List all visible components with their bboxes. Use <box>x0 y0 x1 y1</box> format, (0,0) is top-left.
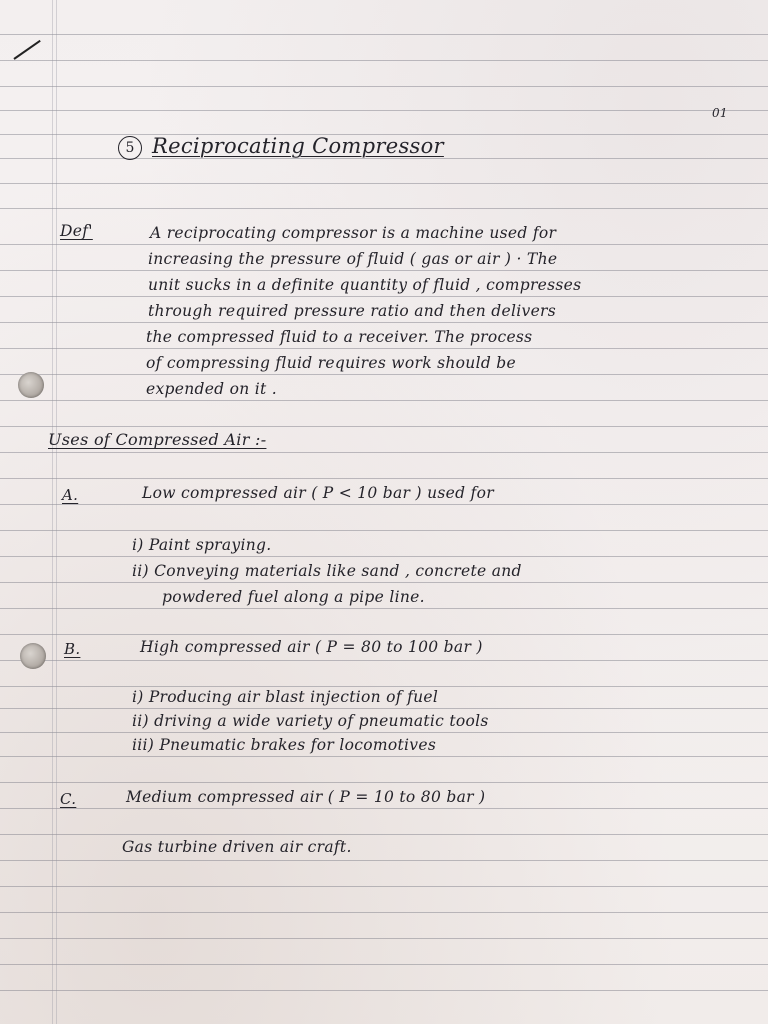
section-c-label: C. <box>60 790 77 808</box>
section-b-item: i) Producing air blast injection of fuel <box>132 688 439 706</box>
definition-line: expended on it . <box>146 380 278 398</box>
ruled-line <box>0 860 768 861</box>
section-c-heading: Medium compressed air ( P = 10 to 80 bar ) <box>126 788 486 806</box>
ruled-line <box>0 808 768 809</box>
section-a-heading: Low compressed air ( P < 10 bar ) used for <box>142 484 494 502</box>
ruled-line <box>0 374 768 375</box>
definition-line: of compressing fluid requires work should be <box>146 354 516 372</box>
ruled-line <box>0 964 768 965</box>
ruled-line <box>0 582 768 583</box>
ruled-line <box>0 110 768 111</box>
ruled-line <box>0 86 768 87</box>
uses-heading: Uses of Compressed Air :- <box>48 430 267 449</box>
ruled-line <box>0 244 768 245</box>
ruled-line <box>0 426 768 427</box>
margin-line <box>56 0 57 1024</box>
ruled-line <box>0 478 768 479</box>
section-b-item: iii) Pneumatic brakes for locomotives <box>132 736 437 754</box>
section-a-label: A. <box>62 486 79 504</box>
section-number-badge: 5 <box>118 136 142 160</box>
ruled-line <box>0 782 768 783</box>
ruled-line <box>0 938 768 939</box>
ruled-line <box>0 686 768 687</box>
ruled-line <box>0 34 768 35</box>
section-b-item: ii) driving a wide variety of pneumatic tools <box>132 712 489 730</box>
ruled-line <box>0 634 768 635</box>
ruled-line <box>0 270 768 271</box>
ruled-line <box>0 504 768 505</box>
definition-label: Def' <box>60 222 93 240</box>
ruled-line <box>0 756 768 757</box>
ruled-line <box>0 886 768 887</box>
page-number: 01 <box>712 106 728 120</box>
ruled-line <box>0 400 768 401</box>
definition-line: the compressed fluid to a receiver. The process <box>146 328 533 346</box>
definition-line: increasing the pressure of fluid ( gas or air ) · The <box>148 250 558 268</box>
section-b-label: B. <box>64 640 81 658</box>
ruled-line <box>0 912 768 913</box>
ruled-line <box>0 708 768 709</box>
ruled-line <box>0 348 768 349</box>
ruled-line <box>0 530 768 531</box>
section-a-item: i) Paint spraying. <box>132 536 272 554</box>
definition-line: A reciprocating compressor is a machine used for <box>150 224 557 242</box>
ruled-line <box>0 452 768 453</box>
ruled-line <box>0 990 768 991</box>
ruled-line <box>0 322 768 323</box>
ruled-line <box>0 608 768 609</box>
section-c-item: Gas turbine driven air craft. <box>122 838 352 856</box>
pen-tick-mark <box>13 40 40 60</box>
section-a-item: ii) Conveying materials like sand , concrete and <box>132 562 522 580</box>
ruled-line <box>0 660 768 661</box>
punch-hole <box>18 372 44 398</box>
section-a-item: powdered fuel along a pipe line. <box>162 588 425 606</box>
punch-hole <box>20 643 46 669</box>
ruled-line <box>0 183 768 184</box>
definition-line: through required pressure ratio and then delivers <box>148 302 557 320</box>
section-b-heading: High compressed air ( P = 80 to 100 bar ) <box>140 638 483 656</box>
margin-line <box>52 0 53 1024</box>
ruled-line <box>0 208 768 209</box>
ruled-line <box>0 556 768 557</box>
page-title: Reciprocating Compressor <box>152 134 444 158</box>
ruled-line <box>0 158 768 159</box>
definition-line: unit sucks in a definite quantity of fluid , compresses <box>148 276 582 294</box>
ruled-line <box>0 732 768 733</box>
ruled-line <box>0 296 768 297</box>
ruled-line <box>0 60 768 61</box>
ruled-line <box>0 834 768 835</box>
